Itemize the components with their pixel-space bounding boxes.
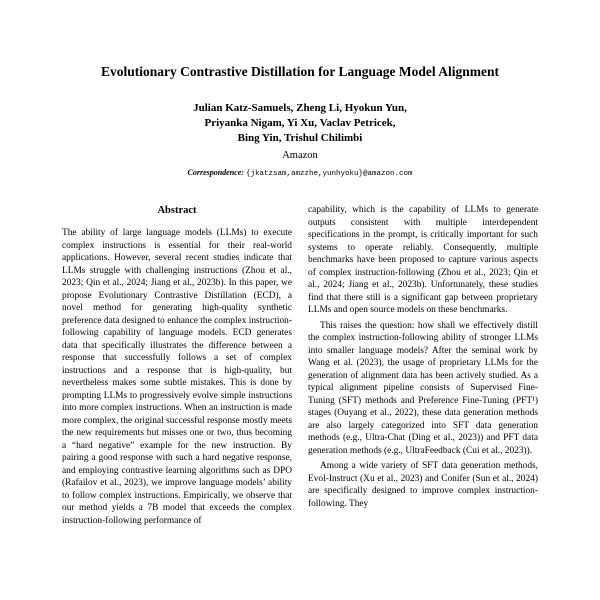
author-line-3: Bing Yin, Trishul Chilimbi [237, 131, 363, 144]
correspondence-email: {jkatzsam,amzzhe,yunhyoku}@amazon.com [245, 170, 413, 179]
abstract-text: The ability of large language models (LLMs) to execute complex instructions is essential for their real-world applications. However, several recent studies indicate that LLMs struggle with challenging instructions (Zhou et al., 2023; Qin et al., 2024; Jiang et al., 2023b). In this paper, we propose Evolutionary Contrastive Distillation (ECD), a novel method for generating high-quality synthetic preference data designed to enhance the complex instruction-following capability of language models. ECD generates data that specifically illustrates the difference between a response that successfully follows a set of complex instructions and a response that is high-quality, but nevertheless makes some subtle mistakes. This is done by prompting LLMs to progressively evolve simple instructions into more complex instructions. When an instruction is made more complex, the original successful response mostly meets the new requirements but misses one or two, thus becoming a “hard negative” example for the new instruction. By pairing a good response with such a hard negative response, and employing contrastive learning algorithms such as DPO (Rafailov et al., 2023), we improve language models’ ability to follow complex instructions. Empirically, we observe that our method yields a 7B model that exceeds the complex instruction-following performance of [62, 228, 292, 526]
body-paragraph-1: capability, which is the capability of LLMs to generate outputs consistent with multiple interdependent specifications in the prompt, is critically important for such systems to operate reliably. Consequently, multiple benchmarks have been proposed to capture various aspects of complex instruction-following (Zhou et al., 2023; Qin et al., 2024; Jiang et al., 2023b). Unfortunately, these studies find that there still is a significant gap between proprietary LLMs and open source models on these benchmarks. [308, 205, 538, 316]
body-paragraph-3: Among a wide variety of SFT data generation methods, Evol-Instruct (Xu et al., 2023) and Conifer (Sun et al., 2024) are specifically designed to improve complex instruction-following. They [308, 461, 538, 509]
two-column-body [62, 204, 538, 530]
body-paragraph-2: This raises the question: how shall we effectively distill the complex instruction-following ability of stronger LLMs into smaller language models? After the seminal work by Wang et al. (2023), the usage of proprietary LLMs for the generation of alignment data has been actively studied. As a typical alignment pipeline consists of Supervised Fine-Tuning (SFT) methods and Preference Fine-Tuning (PFT¹) stages (Ouyang et al., 2022), these data generation methods are also largely categorized into SFT data generation methods (e.g., Ultra-Chat (Ding et al., 2023)) and PFT data generation methods (e.g., UltraFeedback (Cui et al., 2023)). [308, 320, 538, 456]
author-line-1: Julian Katz-Samuels, Zheng Li, Hyokun Yun, [193, 101, 407, 114]
abstract-heading: Abstract [157, 205, 197, 217]
paper-title: Evolutionary Contrastive Distillation for Language Model Alignment [100, 64, 499, 79]
affiliation: Amazon [282, 150, 318, 162]
correspondence-label: Correspondence: [187, 168, 244, 178]
left-column [62, 204, 292, 530]
right-column [308, 204, 538, 530]
author-line-2: Priyanka Nigam, Yi Xu, Vaclav Petricek, [204, 116, 396, 129]
author-block [62, 101, 538, 146]
correspondence-line [62, 168, 538, 178]
